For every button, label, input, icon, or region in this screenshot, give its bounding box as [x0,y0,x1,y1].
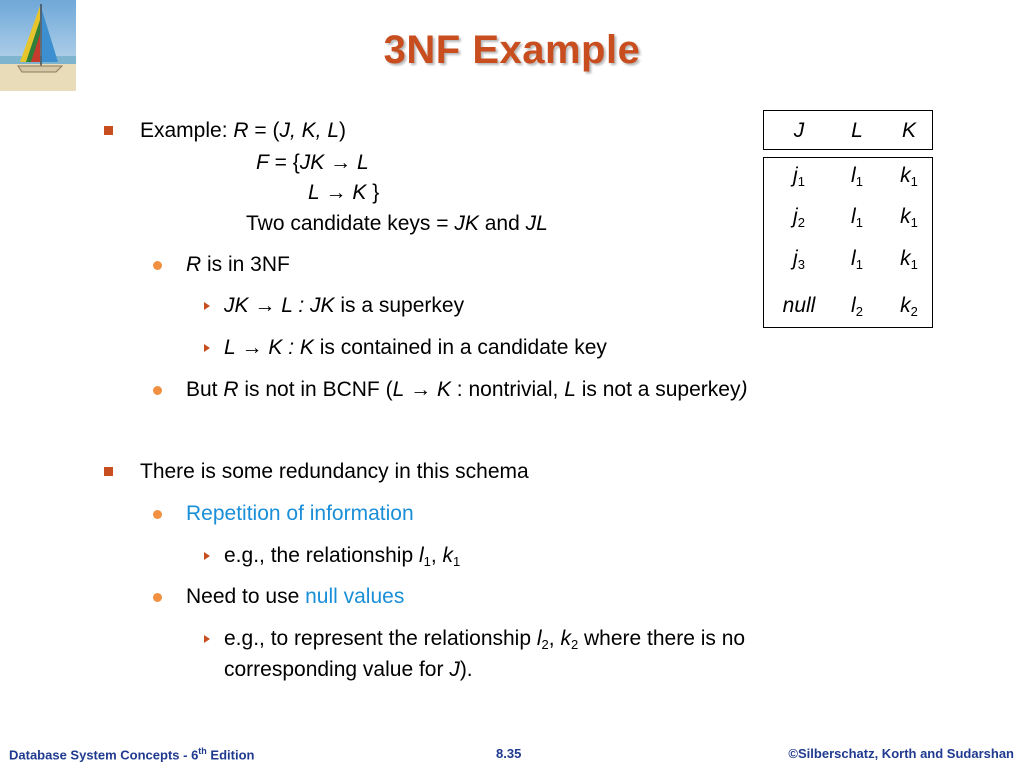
attr-name: L [564,378,576,401]
dot-bullet-icon [153,386,162,395]
dot-bullet-icon [153,261,162,270]
not-bcnf-text: is not in BCNF ( [238,378,393,401]
need-text: Need to use [186,585,306,608]
eg2-tail: where there is no [578,627,746,650]
eg1-text: e.g., the relationship [224,544,419,567]
comma: , [430,544,443,567]
cell-value: k [900,164,911,187]
header-cell-j: J [793,119,805,142]
cell-value: j [793,247,798,270]
candidate-keys-line [246,211,548,237]
comma: , [548,627,561,650]
eg2-line-2 [224,657,473,683]
table-cell [886,205,932,229]
eg1-line [224,543,460,569]
cell-value: j [793,164,798,187]
not-bcnf-line [186,377,747,403]
example-line [140,118,346,144]
fd-lhs: L [392,378,405,401]
example-label: Example: [140,119,234,142]
superkey-line [224,293,464,319]
l-sub: 1 [423,554,431,569]
key-name: JK [310,294,335,317]
cell-subscript: 3 [797,257,805,272]
table-cell [776,164,822,188]
square-bullet-icon [104,126,113,135]
but-text: But [186,378,224,401]
table-cell [886,294,932,318]
cell-subscript: 2 [910,304,918,319]
fd-rhs: K : [268,336,300,359]
cell-subscript: 1 [855,215,863,230]
k-var: k [442,544,454,567]
j-var: J [449,658,460,681]
close-brace: } [366,181,380,204]
fd2-lhs: L [308,181,320,204]
fd1-rhs: L [356,151,369,174]
fd-lhs: L [224,336,236,359]
eg2-text: e.g., to represent the relationship [224,627,537,650]
cell-subscript: 1 [910,257,918,272]
relation-name: R [223,378,239,401]
fd2-line [308,180,379,206]
candidate-contained-line [224,335,607,361]
header-cell-l: L [851,119,863,142]
cell-value: j [793,205,798,228]
equals-brace: = { [268,151,300,174]
cell-subscript: 1 [855,257,863,272]
k-sub: 1 [453,554,461,569]
repetition-line: Repetition of information [186,502,414,525]
table-cell [886,164,932,188]
cell-subscript: 2 [797,215,805,230]
footer-copyright: ©Silberschatz, Korth and Sudarshan [788,746,1014,761]
table-cell [886,247,932,271]
footer-edition: Edition [206,747,255,763]
nontrivial-text: : nontrivial, [450,378,565,401]
table-cell [834,294,880,318]
arrow-icon: → [241,336,263,359]
arrow-icon: → [254,294,276,317]
table-cell [834,164,880,188]
cell-subscript: 1 [910,174,918,189]
header-cell-k: K [901,119,916,142]
null-values-line [186,584,404,610]
relation-name: R [233,119,249,142]
arrow-icon: → [325,181,347,204]
cell-value: null [782,294,816,317]
and-text: and [478,212,526,235]
equals-open: = ( [248,119,280,142]
close-paren: ) [339,119,347,142]
null-values-text: null values [305,585,405,608]
redundancy-line: There is some redundancy in this schema [140,460,529,483]
in-3nf-text: is in 3NF [201,253,290,276]
table-cell [776,205,822,229]
cell-value: l [851,205,856,228]
contained-text: is contained in a candidate key [313,336,607,359]
l-var: l [536,627,542,650]
cell-value: k [900,205,911,228]
eg2-line2-text: corresponding value for [224,658,450,681]
fd-lhs: JK [224,294,249,317]
footer-book-title [9,746,254,762]
arrow-icon: → [410,378,432,401]
fd-rhs: K [436,378,451,401]
l-var: l [418,544,424,567]
table-cell [776,294,822,318]
close-paren: ) [740,378,748,401]
fd2-rhs: K [352,181,367,204]
square-bullet-icon [104,467,113,476]
cell-value: l [851,164,856,187]
k-sub: 2 [570,637,579,652]
eg2-end: ). [459,658,473,681]
slide-title: 3NF Example [383,28,641,72]
candidate-keys-text: Two candidate keys = [246,212,455,235]
triangle-bullet-icon [204,552,210,560]
superkey-text: is a superkey [334,294,465,317]
key-name: K [299,336,314,359]
cell-subscript: 1 [797,174,805,189]
table-cell [776,247,822,271]
k-var: k [560,627,571,650]
triangle-bullet-icon [204,635,210,643]
cell-subscript: 2 [855,304,863,319]
footer-slide-number: 8.35 [496,746,522,761]
relation-attributes: J, K, L [279,119,340,142]
cell-value: k [900,294,911,317]
fd-rhs: L : [281,294,311,317]
triangle-bullet-icon [204,344,210,352]
relation-name: R [186,253,202,276]
fd-set-name: F [256,151,269,174]
dot-bullet-icon [153,510,162,519]
footer-title-text: Database System Concepts - 6 [9,747,199,763]
table-cell [834,247,880,271]
footer-sup: th [198,746,207,756]
arrow-icon: → [330,151,352,174]
l-sub: 2 [541,637,549,652]
triangle-bullet-icon [204,302,210,310]
cell-value: k [900,247,911,270]
relation-table-body [763,157,933,328]
cell-subscript: 1 [910,215,918,230]
relation-table-header [763,110,933,150]
candidate-key-1: JK [454,212,479,235]
table-cell [834,205,880,229]
cell-subscript: 1 [855,174,863,189]
fd1-lhs: JK [299,151,325,174]
cell-value: l [851,294,856,317]
dot-bullet-icon [153,593,162,602]
eg2-line [224,626,745,652]
candidate-key-2: JL [525,212,548,235]
cell-value: l [851,247,856,270]
fd-set-line [256,150,369,176]
not-superkey-text: is not a superkey [575,378,741,401]
r-in-3nf-line [186,252,290,278]
